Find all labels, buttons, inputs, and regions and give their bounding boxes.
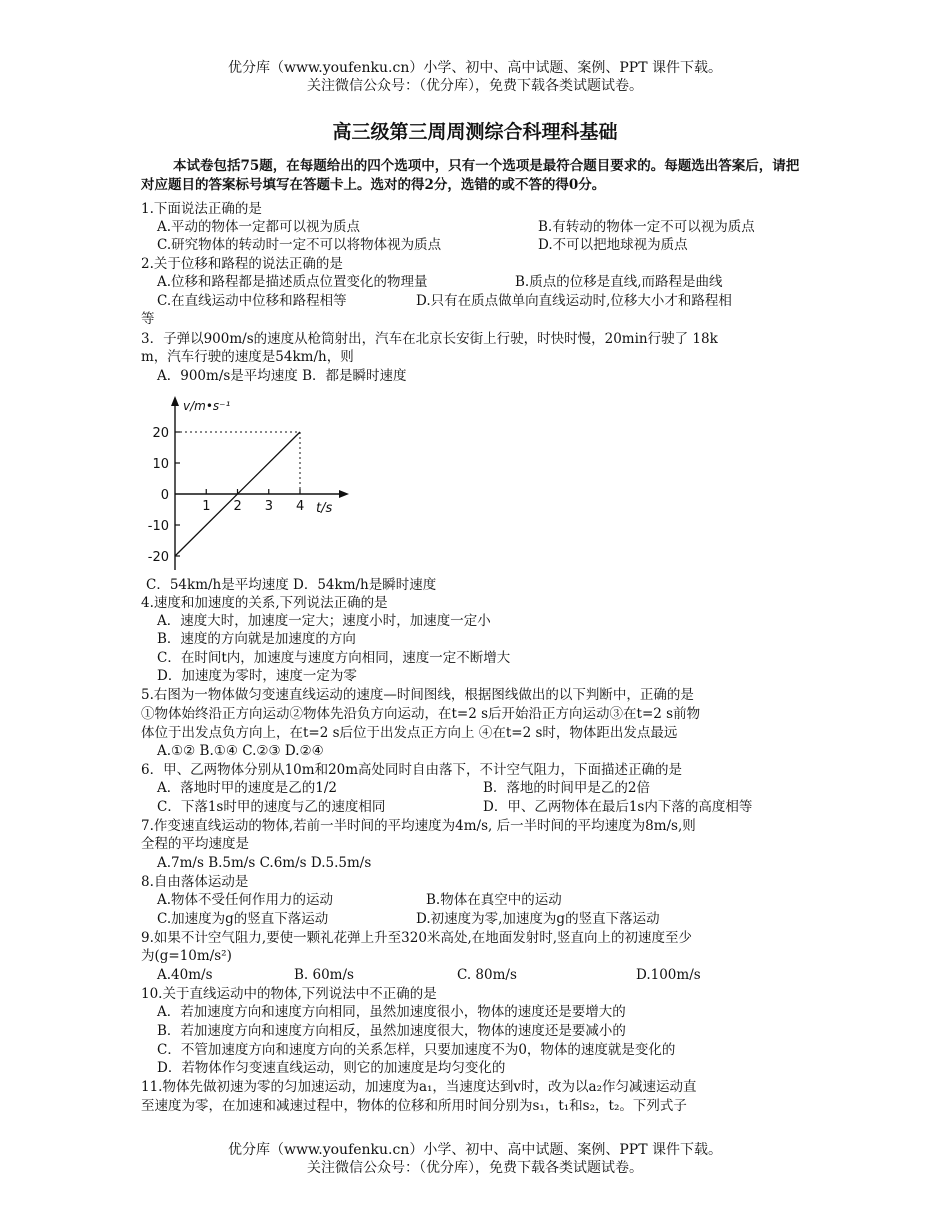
- q6-option-d: D．甲、乙两物体在最后1s内下落的高度相等: [483, 799, 753, 815]
- q9-option-d: D.100m/s: [636, 967, 701, 983]
- q1-option-d: D.不可以把地球视为质点: [538, 237, 688, 253]
- q9-stem-line-2: 为(g=10m/s²): [141, 948, 232, 964]
- q7-stem-line-1: 7.作变速直线运动的物体,若前一半时间的平均速度为4m/s, 后一半时间的平均速度为8m/s,则: [141, 818, 696, 834]
- instructions: 本试卷包括75题，在每题给出的四个选项中，只有一个选项是最符合题目要求的。每题选出答案后，请把对应题目的答案标号填写在答题卡上。选对的得2分，选错的或不答的得0分。: [141, 158, 800, 193]
- page-title: 高三级第三周周测综合科理科基础: [332, 121, 618, 143]
- q4-stem: 4.速度和加速度的关系,下列说法正确的是: [141, 595, 388, 611]
- x-tick-label: 4: [296, 499, 305, 514]
- q8-option-a: A.物体不受任何作用力的运动: [157, 892, 334, 908]
- q8-option-d: D.初速度为零,加速度为g的竖直下落运动: [416, 911, 660, 927]
- q1-option-a: A.平动的物体一定都可以视为质点: [157, 219, 361, 235]
- q11-stem-line-1: 11.物体先做初速为零的匀加速运动，加速度为a₁，当速度达到v时，改为以a₂作匀减速运动直: [141, 1079, 697, 1095]
- q2-option-a: A.位移和路程都是描述质点位置变化的物理量: [157, 274, 428, 290]
- y-axis-label: v/m•s⁻¹: [183, 399, 231, 413]
- q2-option-d: D.只有在质点做单向直线运动时,位移大小才和路程相: [416, 293, 732, 309]
- header-line-1: 优分库（www.youfenku.cn）小学、初中、高中试题、案例、PPT 课件下载。: [227, 60, 722, 76]
- q1-option-b: B.有转动的物体一定不可以视为质点: [538, 219, 755, 235]
- q5-options: A.①② B.①④ C.②③ D.②④: [157, 743, 324, 759]
- q8-option-c: C.加速度为g的竖直下落运动: [157, 911, 329, 927]
- q8-option-b: B.物体在真空中的运动: [426, 892, 562, 908]
- x-axis-arrow: [339, 490, 349, 498]
- q9-option-b: B. 60m/s: [294, 967, 354, 983]
- q10-option-b: B．若加速度方向和速度方向相反，虽然加速度很大，物体的速度还是要减小的: [157, 1023, 626, 1039]
- q1-option-c: C.研究物体的转动时一定不可以将物体视为质点: [157, 237, 442, 253]
- q6-option-a: A．落地时甲的速度是乙的1/2: [157, 780, 337, 796]
- header-line-2: 关注微信公众号：（优分库），免费下载各类试题试卷。: [307, 78, 643, 94]
- y-axis-arrow: [171, 396, 179, 406]
- q7-options: A.7m/s B.5m/s C.6m/s D.5.5m/s: [157, 855, 372, 871]
- q3-stem-line-1: 3．子弹以900m/s的速度从枪筒射出，汽车在北京长安街上行驶，时快时慢，20min行驶了 18k: [141, 331, 718, 347]
- q2-option-d-cont: 等: [141, 311, 155, 327]
- q10-option-a: A．若加速度方向和速度方向相同，虽然加速度很小，物体的速度还是要增大的: [157, 1004, 626, 1020]
- q1-stem: 1.下面说法正确的是: [141, 201, 262, 217]
- q11-stem-line-2: 至速度为零，在加速和减速过程中，物体的位移和所用时间分别为s₁，t₁和s₂，t₂。下列式子: [141, 1098, 687, 1114]
- q9-option-a: A.40m/s: [157, 967, 213, 983]
- q4-option-a: A．速度大时，加速度一定大；速度小时，加速度一定小: [157, 613, 491, 629]
- q2-option-c: C.在直线运动中位移和路程相等: [157, 293, 347, 309]
- q4-option-d: D．加速度为零时，速度一定为零: [157, 668, 357, 684]
- q10-option-d: D．若物体作匀变速直线运动，则它的加速度是均匀变化的: [157, 1060, 506, 1076]
- q4-option-c: C．在时间t内，加速度与速度方向相同，速度一定不断增大: [157, 650, 511, 666]
- footer-line-2: 关注微信公众号：（优分库），免费下载各类试题试卷。: [307, 1160, 643, 1176]
- q5-stem-line-2: ①物体始终沿正方向运动②物体先沿负方向运动，在t=2 s后开始沿正方向运动③在t=2 s前物: [141, 706, 701, 722]
- q10-stem: 10.关于直线运动中的物体,下列说法中不正确的是: [141, 986, 437, 1002]
- q3-options-cd: C．54km/h是平均速度 D．54km/h是瞬时速度: [146, 577, 437, 593]
- velocity-time-graph: [143, 392, 358, 572]
- q5-stem-line-1: 5.右图为一物体做匀变速直线运动的速度—时间图线，根据图线做出的以下判断中，正确的是: [141, 687, 694, 703]
- q6-option-c: C．下落1s时甲的速度与乙的速度相同: [157, 799, 386, 815]
- q6-stem: 6．甲、乙两物体分别从10m和20m高处同时自由落下，不计空气阻力，下面描述正确的是: [141, 762, 683, 778]
- q8-stem: 8.自由落体运动是: [141, 874, 249, 890]
- footer-line-1: 优分库（www.youfenku.cn）小学、初中、高中试题、案例、PPT 课件下载。: [227, 1142, 722, 1158]
- y-tick-label: -20: [147, 550, 169, 565]
- q6-option-b: B．落地的时间甲是乙的2倍: [483, 780, 651, 796]
- x-tick-label: 2: [233, 499, 242, 514]
- y-tick-label: 10: [152, 457, 169, 472]
- q10-option-c: C．不管加速度方向和速度方向的关系怎样，只要加速度不为0，物体的速度就是变化的: [157, 1042, 676, 1058]
- q5-stem-line-3: 体位于出发点负方向上，在t=2 s后位于出发点正方向上 ④在t=2 s时，物体距出发点最远: [141, 725, 678, 741]
- y-tick-label: 0: [160, 488, 169, 503]
- q7-stem-line-2: 全程的平均速度是: [141, 836, 249, 852]
- y-tick-label: 20: [152, 426, 169, 441]
- q3-stem-line-2: m，汽车行驶的速度是54km/h，则: [141, 349, 354, 365]
- q2-option-b: B.质点的位移是直线,而路程是曲线: [515, 274, 723, 290]
- x-axis-label: t/s: [316, 501, 333, 516]
- q9-option-c: C. 80m/s: [457, 967, 517, 983]
- q9-stem-line-1: 9.如果不计空气阻力,要使一颗礼花弹上升至320米高处,在地面发射时,竖直向上的初速度至少: [141, 930, 693, 946]
- y-tick-label: -10: [147, 519, 169, 534]
- x-tick-label: 3: [264, 499, 274, 514]
- q2-stem: 2.关于位移和路程的说法正确的是: [141, 256, 343, 272]
- q4-option-b: B．速度的方向就是加速度的方向: [157, 631, 356, 647]
- q3-options-ab: A．900m/s是平均速度 B．都是瞬时速度: [157, 368, 407, 384]
- x-tick-label: 1: [202, 499, 211, 514]
